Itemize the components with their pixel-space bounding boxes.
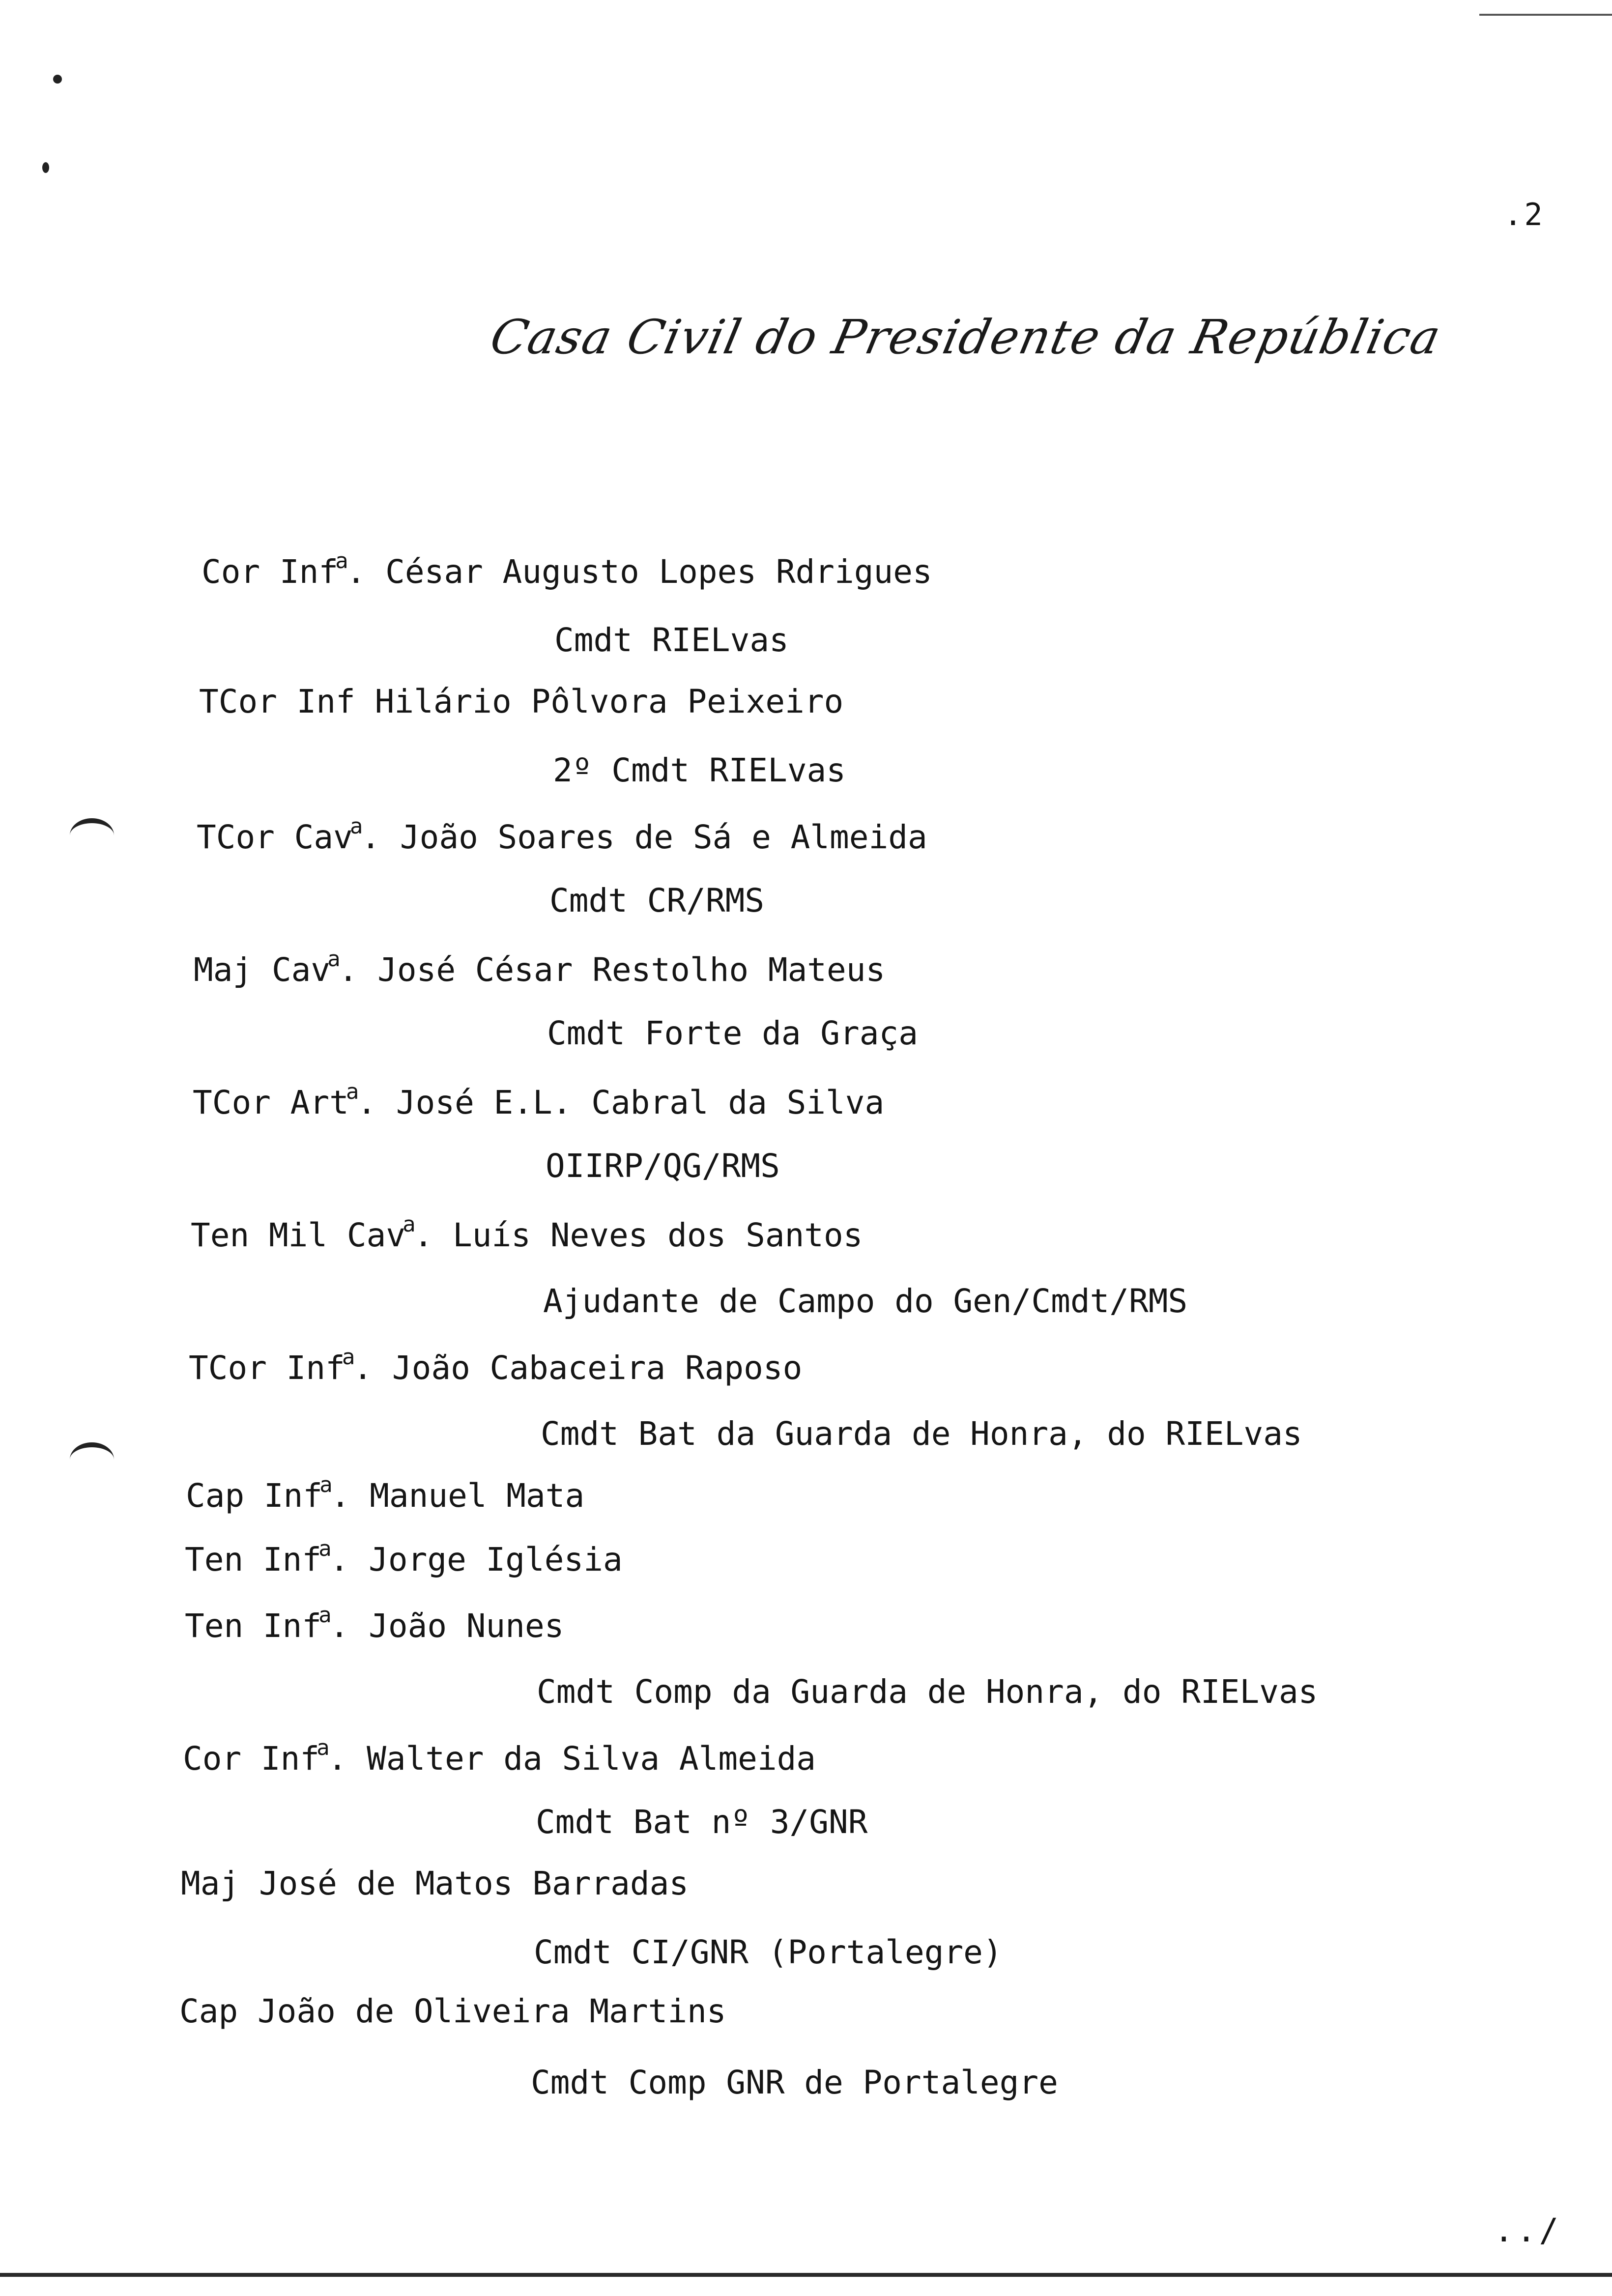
binding-dot xyxy=(53,75,62,84)
personnel-name: Cap Inf$^a$. Manuel Mata xyxy=(186,1472,585,1515)
personnel-name: TCor Inf$^a$. João Cabaceira Raposo xyxy=(189,1345,803,1387)
personnel-name: Maj Cav$^a$. José César Restolho Mateus xyxy=(194,947,886,989)
continuation-mark: ../ xyxy=(1494,2211,1562,2249)
personnel-role: Cmdt Comp da Guarda de Honra, do RIELvas xyxy=(537,1673,1318,1711)
personnel-name: TCor Art$^a$. José E.L. Cabral da Silva xyxy=(193,1079,885,1121)
punch-hole-mark xyxy=(70,818,114,853)
personnel-name: TCor Inf Hilário Pôlvora Peixeiro xyxy=(199,683,844,720)
personnel-role: Cmdt Bat da Guarda de Honra, do RIELvas xyxy=(541,1415,1302,1453)
letterhead: Casa Civil do Presidente da República xyxy=(486,310,1446,365)
personnel-role: Ajudante de Campo do Gen/Cmdt/RMS xyxy=(543,1282,1188,1320)
personnel-name: Ten Mil Cav$^a$. Luís Neves dos Santos xyxy=(191,1212,863,1254)
personnel-role: 2º Cmdt RIELvas xyxy=(553,751,846,789)
personnel-name: Cor Inf$^a$. César Augusto Lopes Rdrigues xyxy=(202,548,932,591)
punch-hole-mark xyxy=(70,1442,114,1477)
page-number: .2 xyxy=(1504,197,1545,232)
binding-dot xyxy=(42,162,49,173)
personnel-role: Cmdt Bat nº 3/GNR xyxy=(536,1803,868,1841)
personnel-role: Cmdt Forte da Graça xyxy=(547,1014,918,1052)
personnel-role: Cmdt RIELvas xyxy=(554,621,789,659)
personnel-name: TCor Cav$^a$. João Soares de Sá e Almeida xyxy=(197,814,927,856)
bottom-edge-line xyxy=(0,2273,1612,2277)
personnel-role: Cmdt CR/RMS xyxy=(549,882,765,919)
personnel-role: Cmdt CI/GNR (Portalegre) xyxy=(534,1933,1003,1971)
personnel-name: Ten Inf$^a$. João Nunes xyxy=(185,1603,564,1645)
personnel-name: Maj José de Matos Barradas xyxy=(181,1865,689,1902)
personnel-name: Cap João de Oliveira Martins xyxy=(179,1992,726,2030)
top-edge-line xyxy=(1479,14,1612,16)
personnel-role: Cmdt Comp GNR de Portalegre xyxy=(531,2064,1058,2101)
personnel-name: Ten Inf$^a$. Jorge Iglésia xyxy=(185,1536,623,1578)
personnel-role: OIIRP/QG/RMS xyxy=(546,1147,780,1185)
personnel-name: Cor Inf$^a$. Walter da Silva Almeida xyxy=(183,1735,816,1778)
